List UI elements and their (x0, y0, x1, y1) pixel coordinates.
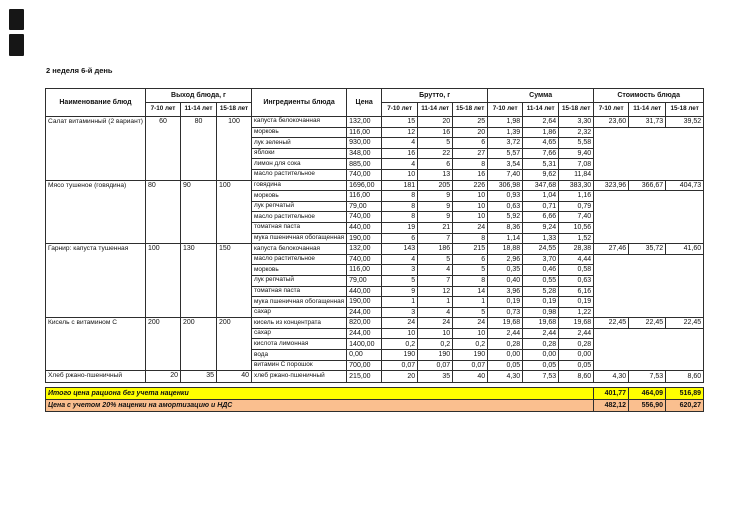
sum-value-cell: 8,60 (559, 371, 594, 383)
totals-row (46, 388, 704, 400)
gross-value-cell: 16 (418, 127, 453, 138)
ingredient-name-cell: мука пшеничная обогащенная (252, 233, 347, 244)
ingredient-name-cell: мука пшеничная обогащенная (252, 297, 347, 308)
sum-value-cell: 5,28 (523, 286, 559, 297)
sum-value-cell: 7,66 (523, 148, 559, 159)
sum-value-cell: 0,05 (488, 360, 523, 371)
sum-value-cell: 6,16 (559, 286, 594, 297)
ingredient-name-cell: томатная паста (252, 286, 347, 297)
gross-value-cell: 8 (453, 159, 488, 170)
ingredient-name-cell: лук репчатый (252, 201, 347, 212)
sum-value-cell: 3,70 (523, 254, 559, 265)
empty-cost-area (594, 191, 704, 244)
ingredient-price-cell: 820,00 (347, 318, 382, 329)
gross-value-cell: 16 (453, 169, 488, 180)
gross-value-cell: 8 (382, 212, 418, 223)
menu-table (45, 88, 704, 383)
sum-value-cell: 2,44 (488, 328, 523, 339)
sum-value-cell: 5,31 (523, 159, 559, 170)
ingredient-name-cell: яблоки (252, 148, 347, 159)
totals-row (46, 400, 704, 412)
ingredient-price-cell: 116,00 (347, 265, 382, 276)
cost-value-cell: 4,30 (594, 371, 629, 383)
sum-value-cell: 0,28 (488, 339, 523, 350)
cost-value-cell: 22,45 (629, 318, 666, 329)
age-group-header: 11-14 лет (181, 103, 217, 117)
sum-value-cell: 7,08 (559, 159, 594, 170)
cost-value-cell: 404,73 (666, 180, 704, 191)
gross-value-cell: 1 (453, 297, 488, 308)
sum-value-cell: 0,46 (523, 265, 559, 276)
empty-cost-area (594, 254, 704, 318)
sum-value-cell: 0,93 (488, 191, 523, 202)
gross-value-cell: 181 (382, 180, 418, 191)
sum-value-cell: 0,40 (488, 275, 523, 286)
dish-output-cell: 130 (181, 244, 217, 318)
gross-value-cell: 0,2 (418, 339, 453, 350)
dish-output-cell: 100 (217, 180, 252, 244)
gross-value-cell: 21 (418, 222, 453, 233)
ingredient-name-cell: вода (252, 350, 347, 361)
gross-value-cell: 20 (382, 371, 418, 383)
gross-value-cell: 190 (382, 350, 418, 361)
sum-value-cell: 9,40 (559, 148, 594, 159)
ingredient-price-cell: 215,00 (347, 371, 382, 383)
dish-output-cell: 20 (146, 371, 181, 383)
sum-value-cell: 2,44 (559, 328, 594, 339)
gross-value-cell: 9 (418, 191, 453, 202)
sum-value-cell: 4,65 (523, 138, 559, 149)
ingredient-name-cell: витамин С порошок (252, 360, 347, 371)
gross-value-cell: 0,07 (453, 360, 488, 371)
age-group-header: 7-10 лет (594, 103, 629, 117)
gross-value-cell: 40 (453, 371, 488, 383)
sum-value-cell: 0,63 (559, 275, 594, 286)
sum-value-cell: 0,19 (559, 297, 594, 308)
gross-value-cell: 186 (418, 244, 453, 255)
dish-output-cell: 150 (217, 244, 252, 318)
gross-value-cell: 8 (382, 191, 418, 202)
dish-output-cell: 100 (146, 244, 181, 318)
table-row (46, 244, 704, 255)
sum-value-cell: 5,57 (488, 148, 523, 159)
ingredient-name-cell: сахар (252, 328, 347, 339)
totals-value-cell: 516,89 (666, 388, 704, 400)
sum-value-cell: 8,36 (488, 222, 523, 233)
sum-value-cell: 7,53 (523, 371, 559, 383)
gross-value-cell: 6 (453, 138, 488, 149)
gross-value-cell: 25 (453, 117, 488, 128)
sum-value-cell: 2,32 (559, 127, 594, 138)
ingredient-price-cell: 116,00 (347, 127, 382, 138)
gross-value-cell: 4 (418, 307, 453, 318)
ingredient-name-cell: масло растительное (252, 169, 347, 180)
sum-value-cell: 0,28 (523, 339, 559, 350)
ingredient-price-cell: 79,00 (347, 275, 382, 286)
sum-value-cell: 3,72 (488, 138, 523, 149)
age-group-header: 7-10 лет (146, 103, 181, 117)
col-header-dish-name: Наименование блюд (46, 89, 146, 117)
gross-value-cell: 5 (453, 307, 488, 318)
sum-value-cell: 0,55 (523, 275, 559, 286)
sum-value-cell: 1,86 (523, 127, 559, 138)
gross-value-cell: 5 (418, 138, 453, 149)
totals-value-cell: 401,77 (594, 388, 629, 400)
ingredient-price-cell: 190,00 (347, 233, 382, 244)
sum-value-cell: 1,33 (523, 233, 559, 244)
gross-value-cell: 5 (418, 254, 453, 265)
table-row (46, 180, 704, 191)
gross-value-cell: 6 (418, 159, 453, 170)
sum-value-cell: 0,73 (488, 307, 523, 318)
ingredient-price-cell: 132,00 (347, 117, 382, 128)
sum-value-cell: 19,68 (488, 318, 523, 329)
gross-value-cell: 4 (382, 254, 418, 265)
gross-value-cell: 6 (453, 254, 488, 265)
gross-value-cell: 20 (453, 127, 488, 138)
sum-value-cell: 3,54 (488, 159, 523, 170)
ingredient-name-cell: сахар (252, 307, 347, 318)
dish-output-cell: 40 (217, 371, 252, 383)
gross-value-cell: 1 (382, 297, 418, 308)
sum-value-cell: 0,79 (559, 201, 594, 212)
cost-value-cell: 22,45 (594, 318, 629, 329)
col-header-sum: Сумма (488, 89, 594, 103)
gross-value-cell: 215 (453, 244, 488, 255)
ingredient-price-cell: 740,00 (347, 212, 382, 223)
ingredient-name-cell: капуста белокочанная (252, 117, 347, 128)
dish-output-cell: 200 (181, 318, 217, 371)
age-group-header: 15-18 лет (666, 103, 704, 117)
gross-value-cell: 10 (382, 169, 418, 180)
totals-value-cell: 620,27 (666, 400, 704, 412)
sum-value-cell: 0,28 (559, 339, 594, 350)
gross-value-cell: 7 (418, 275, 453, 286)
gross-value-cell: 19 (382, 222, 418, 233)
gross-value-cell: 24 (418, 318, 453, 329)
cost-value-cell: 39,52 (666, 117, 704, 128)
ingredient-price-cell: 1400,00 (347, 339, 382, 350)
ingredient-price-cell: 244,00 (347, 307, 382, 318)
ingredient-name-cell: масло растительное (252, 212, 347, 223)
sum-value-cell: 1,22 (559, 307, 594, 318)
age-group-header: 11-14 лет (418, 103, 453, 117)
ingredient-name-cell: масло растительное (252, 254, 347, 265)
totals-value-cell: 464,09 (629, 388, 666, 400)
ingredient-name-cell: лук зеленый (252, 138, 347, 149)
gross-value-cell: 1 (418, 297, 453, 308)
sum-value-cell: 18,88 (488, 244, 523, 255)
sum-value-cell: 10,56 (559, 222, 594, 233)
sum-value-cell: 1,98 (488, 117, 523, 128)
scan-artifact (9, 9, 24, 30)
ingredient-name-cell: морковь (252, 265, 347, 276)
sum-value-cell: 3,30 (559, 117, 594, 128)
sum-value-cell: 0,35 (488, 265, 523, 276)
gross-value-cell: 7 (418, 233, 453, 244)
gross-value-cell: 0,2 (382, 339, 418, 350)
gross-value-cell: 24 (453, 318, 488, 329)
gross-value-cell: 12 (418, 286, 453, 297)
dish-output-cell: 80 (181, 117, 217, 181)
gross-value-cell: 10 (453, 191, 488, 202)
sum-value-cell: 2,64 (523, 117, 559, 128)
gross-value-cell: 5 (453, 265, 488, 276)
dish-name-cell: Хлеб ржано-пшеничный (46, 371, 146, 383)
ingredient-name-cell: морковь (252, 127, 347, 138)
gross-value-cell: 205 (418, 180, 453, 191)
gross-value-cell: 22 (418, 148, 453, 159)
sum-value-cell: 5,58 (559, 138, 594, 149)
cost-value-cell: 31,73 (629, 117, 666, 128)
ingredient-name-cell: томатная паста (252, 222, 347, 233)
sum-value-cell: 2,96 (488, 254, 523, 265)
sum-value-cell: 11,84 (559, 169, 594, 180)
gross-value-cell: 15 (382, 117, 418, 128)
gross-value-cell: 0,2 (453, 339, 488, 350)
gross-value-cell: 9 (418, 212, 453, 223)
gross-value-cell: 20 (418, 117, 453, 128)
dish-name-cell: Мясо тушеное (говядина) (46, 180, 146, 244)
sum-value-cell: 1,52 (559, 233, 594, 244)
sum-value-cell: 0,05 (559, 360, 594, 371)
gross-value-cell: 13 (418, 169, 453, 180)
gross-value-cell: 12 (382, 127, 418, 138)
empty-cost-area (594, 328, 704, 370)
age-group-header: 7-10 лет (382, 103, 418, 117)
sum-value-cell: 1,14 (488, 233, 523, 244)
sum-value-cell: 1,04 (523, 191, 559, 202)
table-body (46, 117, 704, 383)
sum-value-cell: 24,55 (523, 244, 559, 255)
sum-value-cell: 383,30 (559, 180, 594, 191)
gross-value-cell: 10 (453, 212, 488, 223)
ingredient-price-cell: 116,00 (347, 191, 382, 202)
gross-value-cell: 8 (453, 233, 488, 244)
sum-value-cell: 3,96 (488, 286, 523, 297)
cost-value-cell: 22,45 (666, 318, 704, 329)
sum-value-cell: 7,40 (559, 212, 594, 223)
sum-value-cell: 0,58 (559, 265, 594, 276)
sum-value-cell: 19,68 (559, 318, 594, 329)
cost-value-cell: 7,53 (629, 371, 666, 383)
table-row (46, 117, 704, 128)
gross-value-cell: 35 (418, 371, 453, 383)
age-group-header: 11-14 лет (629, 103, 666, 117)
col-header-cost: Стоимость блюда (594, 89, 704, 103)
ingredient-name-cell: хлеб ржано-пшеничный (252, 371, 347, 383)
ingredient-price-cell: 190,00 (347, 297, 382, 308)
table-row (46, 318, 704, 329)
dish-output-cell: 80 (146, 180, 181, 244)
gross-value-cell: 14 (453, 286, 488, 297)
ingredient-price-cell: 700,00 (347, 360, 382, 371)
dish-output-cell: 200 (217, 318, 252, 371)
age-group-header: 15-18 лет (559, 103, 594, 117)
table-header (46, 89, 704, 117)
sum-value-cell: 1,39 (488, 127, 523, 138)
ingredient-price-cell: 440,00 (347, 222, 382, 233)
dish-output-cell: 90 (181, 180, 217, 244)
sum-value-cell: 6,66 (523, 212, 559, 223)
totals-label: Цена с учетом 20% наценки на амортизацию и НДС (46, 400, 594, 412)
gross-value-cell: 9 (418, 201, 453, 212)
gross-value-cell: 6 (382, 233, 418, 244)
gross-value-cell: 10 (453, 328, 488, 339)
cost-value-cell: 35,72 (629, 244, 666, 255)
gross-value-cell: 226 (453, 180, 488, 191)
gross-value-cell: 190 (453, 350, 488, 361)
gross-value-cell: 24 (453, 222, 488, 233)
gross-value-cell: 10 (382, 328, 418, 339)
gross-value-cell: 27 (453, 148, 488, 159)
totals-value-cell: 556,90 (629, 400, 666, 412)
ingredient-price-cell: 348,00 (347, 148, 382, 159)
ingredient-name-cell: кислота лимонная (252, 339, 347, 350)
table-row (46, 371, 704, 383)
ingredient-name-cell: кисель из концентрата (252, 318, 347, 329)
gross-value-cell: 10 (418, 328, 453, 339)
age-group-header: 15-18 лет (453, 103, 488, 117)
ingredient-price-cell: 1696,00 (347, 180, 382, 191)
dish-output-cell: 100 (217, 117, 252, 181)
gross-value-cell: 4 (382, 159, 418, 170)
gross-value-cell: 4 (382, 138, 418, 149)
ingredient-price-cell: 244,00 (347, 328, 382, 339)
sum-value-cell: 28,38 (559, 244, 594, 255)
sum-value-cell: 0,19 (488, 297, 523, 308)
dish-output-cell: 60 (146, 117, 181, 181)
gross-value-cell: 8 (382, 201, 418, 212)
sum-value-cell: 2,44 (523, 328, 559, 339)
sum-value-cell: 0,05 (523, 360, 559, 371)
gross-value-cell: 8 (453, 275, 488, 286)
sum-value-cell: 9,62 (523, 169, 559, 180)
dish-name-cell: Гарнир: капуста тушенная (46, 244, 146, 318)
ingredient-price-cell: 930,00 (347, 138, 382, 149)
ingredient-price-cell: 440,00 (347, 286, 382, 297)
sum-value-cell: 0,00 (523, 350, 559, 361)
sum-value-cell: 306,98 (488, 180, 523, 191)
scan-artifact (9, 34, 24, 56)
sum-value-cell: 7,40 (488, 169, 523, 180)
totals-body (46, 388, 704, 412)
cost-value-cell: 23,60 (594, 117, 629, 128)
ingredient-name-cell: лимон для сока (252, 159, 347, 170)
ingredient-name-cell: капуста белокочанная (252, 244, 347, 255)
cost-value-cell: 366,67 (629, 180, 666, 191)
age-group-header: 15-18 лет (217, 103, 252, 117)
sum-value-cell: 347,68 (523, 180, 559, 191)
sum-value-cell: 0,63 (488, 201, 523, 212)
page-title: 2 неделя 6-й день (46, 66, 113, 75)
ingredient-name-cell: говядина (252, 180, 347, 191)
gross-value-cell: 190 (418, 350, 453, 361)
gross-value-cell: 5 (382, 275, 418, 286)
sum-value-cell: 9,24 (523, 222, 559, 233)
gross-value-cell: 143 (382, 244, 418, 255)
dish-output-cell: 35 (181, 371, 217, 383)
gross-value-cell: 0,07 (418, 360, 453, 371)
col-header-price: Цена (347, 89, 382, 117)
ingredient-price-cell: 740,00 (347, 254, 382, 265)
ingredient-price-cell: 79,00 (347, 201, 382, 212)
gross-value-cell: 16 (382, 148, 418, 159)
sum-value-cell: 4,44 (559, 254, 594, 265)
empty-cost-area (594, 127, 704, 180)
sum-value-cell: 0,00 (559, 350, 594, 361)
dish-output-cell: 200 (146, 318, 181, 371)
col-header-gross: Брутто, г (382, 89, 488, 103)
sum-value-cell: 4,30 (488, 371, 523, 383)
gross-value-cell: 0,07 (382, 360, 418, 371)
sum-value-cell: 0,71 (523, 201, 559, 212)
ingredient-name-cell: лук репчатый (252, 275, 347, 286)
dish-name-cell: Кисель с витамином С (46, 318, 146, 371)
gross-value-cell: 3 (382, 265, 418, 276)
totals-value-cell: 482,12 (594, 400, 629, 412)
sum-value-cell: 0,98 (523, 307, 559, 318)
gross-value-cell: 24 (382, 318, 418, 329)
sum-value-cell: 0,19 (523, 297, 559, 308)
age-group-header: 7-10 лет (488, 103, 523, 117)
sum-value-cell: 5,92 (488, 212, 523, 223)
gross-value-cell: 3 (382, 307, 418, 318)
cost-value-cell: 27,46 (594, 244, 629, 255)
ingredient-price-cell: 740,00 (347, 169, 382, 180)
dish-name-cell: Салат витаминный (2 вариант) (46, 117, 146, 181)
cost-value-cell: 323,96 (594, 180, 629, 191)
col-header-ingredients: Ингредиенты блюда (252, 89, 347, 117)
sum-value-cell: 19,68 (523, 318, 559, 329)
gross-value-cell: 10 (453, 201, 488, 212)
totals-label: Итого цена рациона без учета наценки (46, 388, 594, 400)
ingredient-name-cell: морковь (252, 191, 347, 202)
totals-table (45, 387, 704, 412)
gross-value-cell: 4 (418, 265, 453, 276)
ingredient-price-cell: 132,00 (347, 244, 382, 255)
ingredient-price-cell: 885,00 (347, 159, 382, 170)
col-header-output: Выход блюда, г (146, 89, 252, 103)
sum-value-cell: 0,00 (488, 350, 523, 361)
ingredient-price-cell: 0,00 (347, 350, 382, 361)
cost-value-cell: 41,60 (666, 244, 704, 255)
cost-value-cell: 8,60 (666, 371, 704, 383)
gross-value-cell: 9 (382, 286, 418, 297)
age-group-header: 11-14 лет (523, 103, 559, 117)
sum-value-cell: 1,16 (559, 191, 594, 202)
